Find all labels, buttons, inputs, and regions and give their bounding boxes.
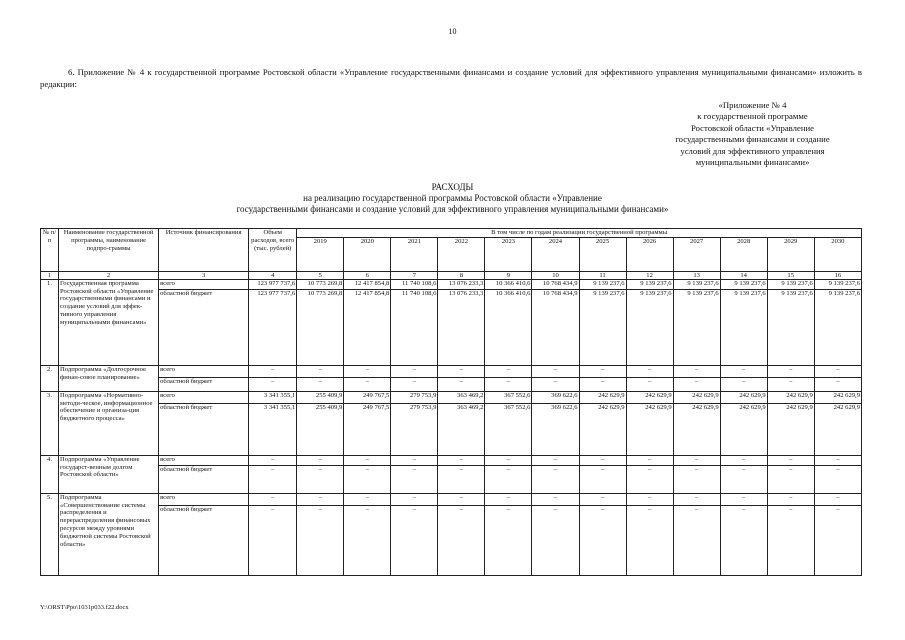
table-row: [41, 377, 862, 391]
row-number: 4.: [41, 455, 59, 493]
year-amount: 242 629,9: [673, 403, 720, 455]
year-amount: 363 469,2: [438, 391, 485, 403]
column-number: 14: [720, 271, 767, 279]
year-amount: 242 629,9: [720, 403, 767, 455]
appendix-line: государственными финансами и создание: [675, 134, 830, 145]
header-year: 2020: [344, 237, 391, 271]
funding-source: всего: [159, 391, 249, 403]
funding-source: всего: [159, 365, 249, 377]
year-amount: 9 139 237,6: [767, 279, 814, 289]
year-amount: –: [673, 505, 720, 575]
year-amount: –: [344, 465, 391, 493]
total-amount: 3 341 355,1: [249, 403, 297, 455]
year-amount: –: [814, 493, 861, 505]
header-year: 2030: [814, 237, 861, 271]
header-year: 2022: [438, 237, 485, 271]
year-amount: –: [673, 365, 720, 377]
title-line: на реализацию государственной программы Ростовской области «Управление: [303, 193, 602, 203]
year-amount: 9 139 237,6: [673, 279, 720, 289]
year-amount: –: [532, 365, 579, 377]
year-amount: –: [391, 365, 438, 377]
year-amount: –: [297, 377, 344, 391]
file-path-footer: Y:\ORST\Ppo\1031p033.f22.docx: [40, 604, 129, 611]
year-amount: –: [532, 505, 579, 575]
year-amount: –: [344, 377, 391, 391]
header-year: 2026: [626, 237, 673, 271]
expenses-table: [40, 228, 862, 576]
funding-source: всего: [159, 279, 249, 289]
year-amount: –: [297, 493, 344, 505]
year-amount: –: [297, 465, 344, 493]
year-amount: –: [814, 455, 861, 465]
year-amount: –: [673, 465, 720, 493]
table-row: [41, 365, 862, 377]
year-amount: 9 139 237,6: [579, 279, 626, 289]
year-amount: –: [767, 365, 814, 377]
year-amount: –: [720, 493, 767, 505]
year-amount: 242 629,9: [626, 403, 673, 455]
table-row: [41, 279, 862, 289]
year-amount: 10 773 269,8: [297, 289, 344, 365]
year-amount: –: [532, 455, 579, 465]
column-number: 11: [579, 271, 626, 279]
year-amount: 242 629,9: [814, 391, 861, 403]
year-amount: –: [767, 505, 814, 575]
year-amount: –: [626, 455, 673, 465]
year-amount: –: [579, 493, 626, 505]
year-amount: –: [297, 455, 344, 465]
year-amount: –: [391, 377, 438, 391]
column-number: 9: [485, 271, 532, 279]
year-amount: 9 139 237,6: [814, 289, 861, 365]
year-amount: –: [438, 505, 485, 575]
year-amount: 9 139 237,6: [579, 289, 626, 365]
row-number: 3.: [41, 391, 59, 455]
year-amount: –: [485, 465, 532, 493]
year-amount: –: [438, 493, 485, 505]
year-amount: –: [673, 377, 720, 391]
program-name: Подпрограмма «Управление государст-венным долгом Ростовской области»: [59, 455, 159, 493]
header-year: 2021: [391, 237, 438, 271]
year-amount: 255 409,9: [297, 403, 344, 455]
year-amount: –: [720, 465, 767, 493]
row-number: 2.: [41, 365, 59, 391]
year-amount: –: [814, 365, 861, 377]
total-amount: 123 977 737,6: [249, 289, 297, 365]
column-number: 16: [814, 271, 861, 279]
year-amount: –: [814, 465, 861, 493]
year-amount: 9 139 237,6: [720, 289, 767, 365]
total-amount: 3 341 355,1: [249, 391, 297, 403]
column-number: 5: [297, 271, 344, 279]
year-amount: 249 767,5: [344, 391, 391, 403]
year-amount: 242 629,9: [579, 403, 626, 455]
funding-source: областной бюджет: [159, 377, 249, 391]
year-amount: 11 740 108,6: [391, 279, 438, 289]
year-amount: –: [720, 377, 767, 391]
header-name: Наименование государственной программы, наименование подпро-граммы: [59, 229, 159, 272]
year-amount: 10 366 410,6: [485, 289, 532, 365]
table-row: [41, 403, 862, 455]
year-amount: 242 629,9: [579, 391, 626, 403]
year-amount: –: [438, 455, 485, 465]
year-amount: –: [485, 505, 532, 575]
year-amount: –: [532, 493, 579, 505]
year-amount: –: [438, 377, 485, 391]
header-year: 2024: [532, 237, 579, 271]
table-row: [41, 455, 862, 465]
year-amount: –: [485, 455, 532, 465]
table-row: [41, 289, 862, 365]
table-row: [41, 391, 862, 403]
appendix-line: Ростовской области «Управление: [690, 122, 815, 133]
column-number: 1: [41, 271, 59, 279]
funding-source: областной бюджет: [159, 289, 249, 365]
table-row: [41, 465, 862, 493]
year-amount: –: [344, 455, 391, 465]
year-amount: –: [579, 465, 626, 493]
row-number: 1.: [41, 279, 59, 365]
year-amount: –: [626, 365, 673, 377]
year-amount: –: [391, 505, 438, 575]
year-amount: –: [626, 377, 673, 391]
year-amount: 11 740 108,6: [391, 289, 438, 365]
column-number: 7: [391, 271, 438, 279]
year-amount: –: [720, 365, 767, 377]
year-amount: –: [767, 377, 814, 391]
year-amount: 9 139 237,6: [673, 289, 720, 365]
year-amount: –: [767, 465, 814, 493]
column-number: 6: [344, 271, 391, 279]
appendix-line: к государственной программе: [697, 111, 808, 122]
appendix-header: [640, 100, 865, 168]
year-amount: –: [626, 493, 673, 505]
year-amount: –: [767, 455, 814, 465]
year-amount: 242 629,9: [626, 391, 673, 403]
column-number: 10: [532, 271, 579, 279]
funding-source: областной бюджет: [159, 465, 249, 493]
program-name: Подпрограмма «Нормативно-методи-ческое, информационное обеспечение и организа-ция бюджетного процесса»: [59, 391, 159, 455]
header-year: 2023: [485, 237, 532, 271]
column-number: 3: [159, 271, 249, 279]
year-amount: 369 622,6: [532, 403, 579, 455]
program-name: Подпрограмма «Совершенствование системы распределения и перераспределения финансовых ресурсов между уровнями бюджетной системы Ростовской области»: [59, 493, 159, 575]
total-amount: –: [249, 505, 297, 575]
header-num: № п/п: [41, 229, 59, 272]
year-amount: –: [814, 377, 861, 391]
row-number: 5.: [41, 493, 59, 575]
year-amount: 9 139 237,6: [767, 289, 814, 365]
funding-source: всего: [159, 493, 249, 505]
table-row: [41, 493, 862, 505]
year-amount: –: [626, 465, 673, 493]
year-amount: –: [579, 455, 626, 465]
year-amount: –: [344, 493, 391, 505]
year-amount: 9 139 237,6: [626, 279, 673, 289]
year-amount: 279 753,9: [391, 403, 438, 455]
year-amount: –: [485, 365, 532, 377]
year-amount: 13 076 233,3: [438, 279, 485, 289]
header-years-group: В том числе по годам реализации государственной программы: [297, 229, 862, 238]
year-amount: 369 622,6: [532, 391, 579, 403]
year-amount: 367 552,6: [485, 403, 532, 455]
header-year: 2027: [673, 237, 720, 271]
year-amount: –: [297, 365, 344, 377]
year-amount: 10 768 434,9: [532, 289, 579, 365]
title-heading: РАСХОДЫ: [431, 182, 474, 192]
year-amount: 13 076 233,3: [438, 289, 485, 365]
column-number: 4: [249, 271, 297, 279]
page-number: 10: [448, 27, 457, 36]
appendix-line: муниципальными финансами»: [695, 157, 810, 168]
year-amount: –: [344, 365, 391, 377]
header-source: Источник финансирования: [159, 229, 249, 272]
year-amount: 9 139 237,6: [720, 279, 767, 289]
year-amount: –: [579, 377, 626, 391]
total-amount: –: [249, 365, 297, 377]
total-amount: –: [249, 493, 297, 505]
column-number: 13: [673, 271, 720, 279]
funding-source: областной бюджет: [159, 403, 249, 455]
year-amount: 9 139 237,6: [626, 289, 673, 365]
column-number: 15: [767, 271, 814, 279]
year-amount: –: [391, 455, 438, 465]
appendix-line: «Приложение № 4: [718, 100, 787, 110]
year-amount: 242 629,9: [767, 403, 814, 455]
year-amount: 242 629,9: [720, 391, 767, 403]
document-title: [0, 182, 905, 215]
year-amount: 279 753,9: [391, 391, 438, 403]
year-amount: 12 417 854,8: [344, 289, 391, 365]
year-amount: 255 409,9: [297, 391, 344, 403]
column-number: 12: [626, 271, 673, 279]
year-amount: –: [579, 365, 626, 377]
year-amount: –: [297, 505, 344, 575]
year-amount: –: [814, 505, 861, 575]
year-amount: –: [626, 505, 673, 575]
year-amount: 242 629,9: [814, 403, 861, 455]
year-amount: –: [532, 465, 579, 493]
year-amount: –: [391, 465, 438, 493]
table-row: [41, 505, 862, 575]
year-amount: –: [485, 493, 532, 505]
year-amount: 10 768 434,9: [532, 279, 579, 289]
funding-source: областной бюджет: [159, 505, 249, 575]
intro-paragraph: 6. Приложение № 4 к государственной программе Ростовской области «Управление государственными финансами и создание условий для эффективного управления муниципальными финансами» изложить в редакции:: [40, 67, 862, 89]
year-amount: 242 629,9: [673, 391, 720, 403]
year-amount: –: [673, 493, 720, 505]
total-amount: –: [249, 465, 297, 493]
year-amount: 10 773 269,8: [297, 279, 344, 289]
program-name: Подпрограмма «Долгосрочное финан-совое планирование»: [59, 365, 159, 391]
header-year: 2025: [579, 237, 626, 271]
year-amount: 9 139 237,6: [814, 279, 861, 289]
year-amount: 10 366 410,6: [485, 279, 532, 289]
year-amount: 242 629,9: [767, 391, 814, 403]
year-amount: 363 469,2: [438, 403, 485, 455]
year-amount: 367 552,6: [485, 391, 532, 403]
year-amount: –: [438, 465, 485, 493]
year-amount: –: [344, 505, 391, 575]
header-year: 2019: [297, 237, 344, 271]
year-amount: –: [767, 493, 814, 505]
year-amount: –: [673, 455, 720, 465]
year-amount: –: [485, 377, 532, 391]
year-amount: –: [391, 493, 438, 505]
header-year: 2029: [767, 237, 814, 271]
total-amount: 123 977 737,6: [249, 279, 297, 289]
program-name: Государственная программа Ростовской области «Управление государственными финансами и создание условий для эффек-тивного управления муниципальными финансами»: [59, 279, 159, 365]
total-amount: –: [249, 455, 297, 465]
column-number: 8: [438, 271, 485, 279]
column-number: 2: [59, 271, 159, 279]
year-amount: 249 767,5: [344, 403, 391, 455]
year-amount: –: [532, 377, 579, 391]
year-amount: –: [438, 365, 485, 377]
year-amount: –: [720, 455, 767, 465]
header-year: 2028: [720, 237, 767, 271]
year-amount: –: [720, 505, 767, 575]
title-line: государственными финансами и создание условий для эффективного управления муниципальными финансами»: [236, 204, 669, 214]
funding-source: всего: [159, 455, 249, 465]
year-amount: –: [579, 505, 626, 575]
header-total: Объем расходов, всего (тыс. рублей): [249, 229, 297, 272]
year-amount: 12 417 854,8: [344, 279, 391, 289]
appendix-line: условий для эффективного управления: [680, 145, 825, 156]
total-amount: –: [249, 377, 297, 391]
